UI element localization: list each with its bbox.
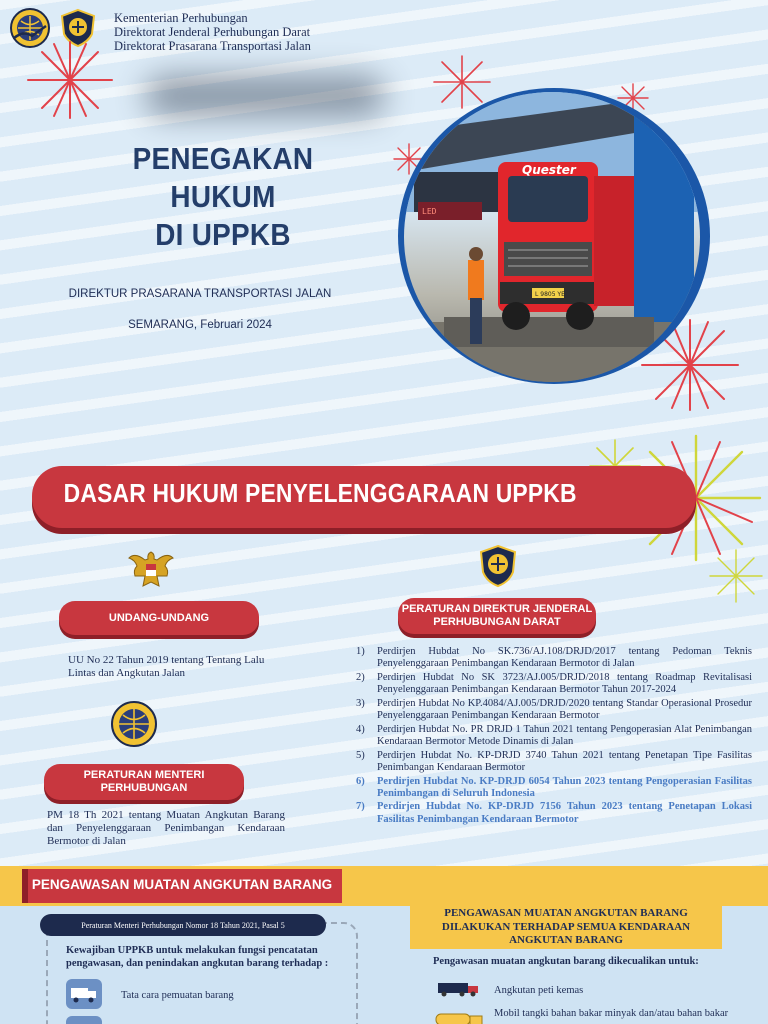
ministry-line-2: Direktorat Jenderal Perhubungan Darat (114, 25, 311, 39)
container-truck-icon (438, 981, 480, 997)
svg-text:LED: LED (422, 207, 437, 216)
obligation-text: Kewajiban UPPKB untuk melakukan fungsi pencatatan pengawasan, dan penindakan angkutan barang terhadap : (66, 945, 329, 969)
hubdat-emblem-icon (478, 544, 518, 588)
list-item: 4) Perdirjen Hubdat No. PR DRJD 1 Tahun 2021 tentang Pengoperasian Alat Penimbangan Kendaraan Bermotor Metode Dinamis di Jalan (356, 723, 752, 747)
director-text: DIREKTUR PRASARANA TRANSPORTASI JALAN (68, 288, 332, 300)
tanker-truck-icon (434, 1010, 484, 1024)
firework-icon-2 (430, 54, 494, 110)
box-title-line-2: DILAKUKAN TERHADAP SEMUA KENDARAAN (441, 920, 691, 933)
ministry-line-3: Direktorat Prasarana Transportasi Jalan (114, 39, 311, 53)
ministry-line-1: Kementerian Perhubungan (114, 11, 248, 25)
pd-label-line-1: PERATURAN DIREKTUR JENDERAL (401, 603, 593, 615)
truck-icon-2 (66, 1016, 102, 1024)
pm-label-line-2: PERHUBUNGAN (100, 782, 188, 794)
page-title (93, 140, 354, 254)
list-item-highlight: 7) Perdirjen Hubdat No. KP-DRJD 7156 Tahun 2023 tentang Penetapan Lokasi Fasilitas Penimbangan Kendaraan Bermotor (356, 801, 752, 825)
pd-label-line-2: PERHUBUNGAN DARAT (433, 616, 561, 628)
peraturan-menteri-text: PM 18 Th 2021 tentang Muatan Angkutan Barang dan Penyelenggaraan Penimbangan Kendaraan Bermotor di Jalan (47, 809, 285, 847)
undang-undang-text: UU No 22 Tahun 2019 tentang Tentang Lalu Lintas dan Angkutan Jalan (68, 654, 265, 679)
obligation-item: Tata cara pemuatan barang (121, 990, 234, 1001)
firework-icon-8 (708, 548, 764, 604)
city-date: SEMARANG, Februari 2024 (128, 319, 272, 331)
truck-brand-text: Quester (522, 163, 576, 177)
list-item: 2) Perdirjen Hubdat No SK 3723/AJ.005/DRJD/2018 tentang Roadmap Revitalisasi Penyelenggaraan Penimbangan Kendaraan Bermotor Tahun 2017-2024 (356, 671, 752, 696)
pengawasan-box-title (410, 907, 722, 948)
truck-photo (404, 92, 700, 382)
exception-item: Mobil tangki bahan bakar minyak dan/atau bahan bakar (494, 1008, 729, 1019)
dasar-hukum-title: DASAR HUKUM PENYELENGGARAAN UPPKB (63, 478, 577, 508)
truck-scene-icon (404, 92, 700, 382)
title-line-2: DI UPPKB (155, 217, 291, 252)
peraturan-dirjen-label (398, 598, 596, 634)
regulation-pill: Peraturan Menteri Perhubungan Nomor 18 Tahun 2021, Pasal 5 (40, 914, 326, 936)
firework-icon (18, 40, 122, 120)
undang-undang-label: UNDANG-UNDANG (59, 601, 259, 635)
garuda-icon (127, 546, 175, 594)
exception-item: Angkutan peti kemas (494, 985, 584, 996)
list-item: 1) Perdirjen Hubdat No SK.736/AJ.108/DRJD/2017 tentang Pedoman Teknis Penyelenggaraan Penimbangan Kendaraan Bermotor di Jalan (356, 646, 752, 670)
box-title-line-3: ANGKUTAN BARANG (509, 934, 623, 946)
peraturan-dirjen-list (356, 646, 752, 827)
exceptions-intro: Pengawasan muatan angkutan barang dikecualikan untuk: (433, 956, 699, 967)
list-item-highlight: 6) Perdirjen Hubdat No. KP-DRJD 6054 Tahun 2023 tentang Pengoperasian Fasilitas Penimbangan di Seluruh Indonesia (356, 775, 752, 799)
title-line-1: PENEGAKAN HUKUM (132, 141, 314, 214)
truck-plate-text: L 9805 YE (535, 291, 565, 298)
list-item: 5) Perdirjen Hubdat No. KP-DRJD 3740 Tahun 2021 tentang Penetapan Tipe Fasilitas Penimbangan Kendaraan Bermotor (356, 749, 752, 773)
list-item: 3) Perdirjen Hubdat No KP.4084/AJ.005/DRJD/2020 tentang Standar Operasional Prosedur Penyelenggaraan Penimbangan Kendaraan Bermotor (356, 697, 752, 722)
pengawasan-tag-text: PENGAWASAN MUATAN ANGKUTAN BARANG (31, 877, 333, 892)
kemenhub-emblem-icon (110, 700, 158, 748)
peraturan-menteri-label (44, 764, 244, 800)
blurred-area (145, 76, 385, 116)
box-title-line-1: PENGAWASAN MUATAN ANGKUTAN BARANG (444, 907, 688, 919)
pm-label-line-1: PERATURAN MENTERI (83, 769, 205, 781)
truck-loading-icon (66, 979, 102, 1009)
ministry-heading (114, 11, 311, 53)
